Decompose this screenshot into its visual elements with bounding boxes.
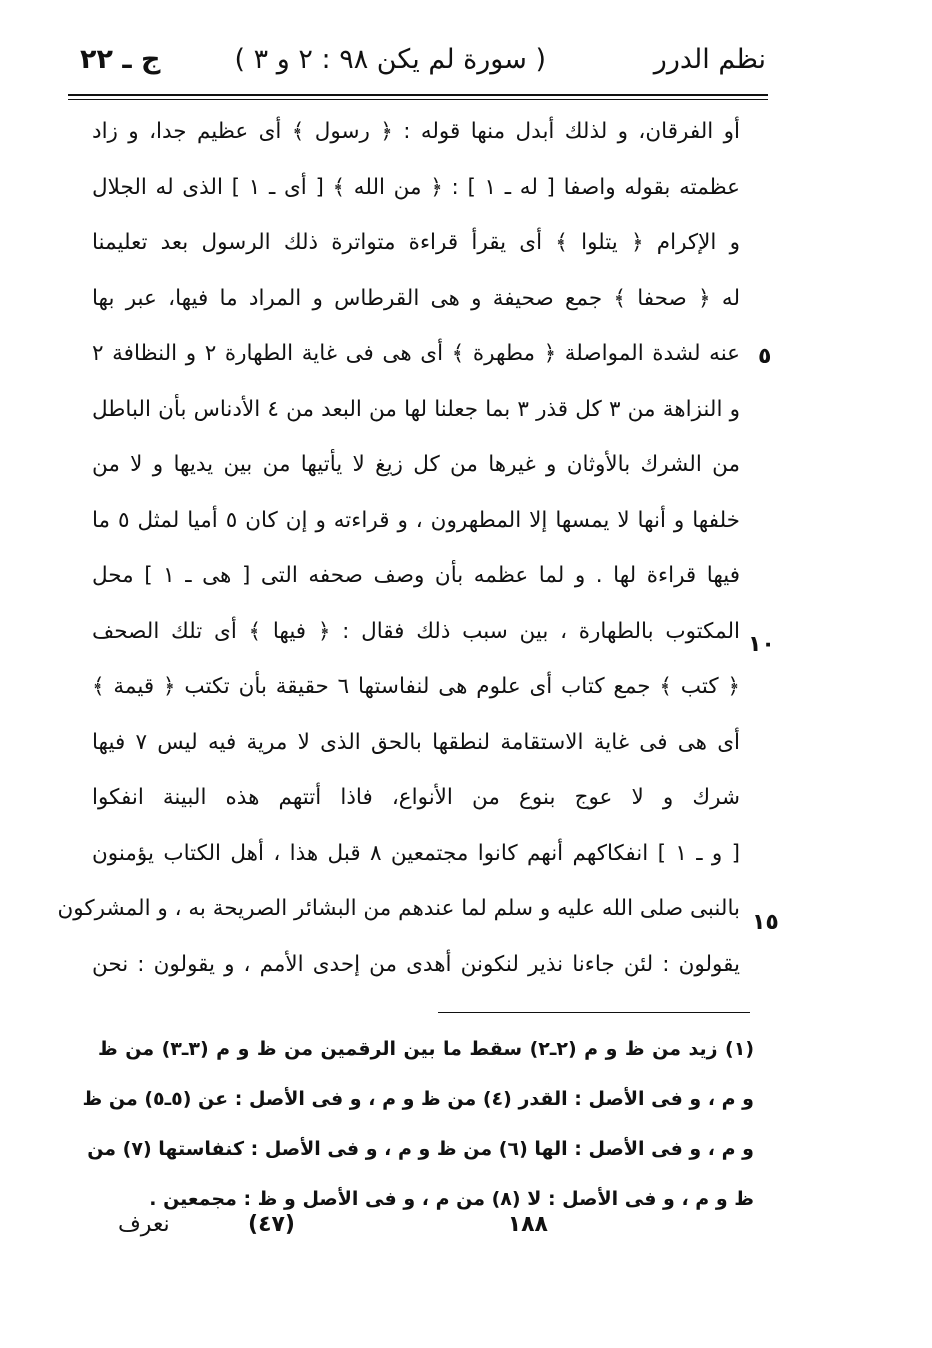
footnotes: [82, 1024, 755, 1224]
book-title: نظم الدرر: [653, 44, 766, 75]
header-rule: [68, 94, 768, 96]
running-header: [68, 38, 768, 82]
text-line-5: عنه لشدة المواصلة ﴿ مطهرة ﴾ أى هى فى غاية الطهارة ٢ و النظافة ٢: [92, 341, 741, 366]
text-line-8: خلفها و أنها لا يمسها إلا المطهرون ، و قراءته و إن كان ٥ أميا لمثل ٥ ما: [92, 507, 740, 533]
text-line-10: المكتوب بالطهارة ، بين سبب ذلك فقال : ﴿ فيها ﴾ أى تلك الصحف: [92, 618, 740, 644]
text-line-13: شرك و لا عوج بنوع من الأنواع، فاذا أتتهم هذه البينة انفكوا: [92, 785, 740, 810]
text-line-9: فيها قراءة لها . و لما عظمه بأن وصف صحفه التى [ هى ـ ١ ] محل: [92, 563, 740, 588]
text-line-11: ﴿ كتب ﴾ جمع كتاب أى علوم هى لنفاستها ٦ حقيقة بأن تكتب ﴿ قيمة ﴾: [92, 674, 740, 699]
text-line-14: [ و ـ ١ ] انفكاكهم أنهم كانوا مجتمعين ٨ قبل هذا ، أهل الكتاب يؤمنون: [92, 840, 741, 866]
main-text: [57, 104, 741, 992]
footnote-rule: [438, 1012, 750, 1013]
footnote-line-3: و م ، و فى الأصل : الها (٦) من ظ و م ، و فى الأصل : كنفاستها (٧) من: [87, 1138, 754, 1160]
signature-mark: (٤٧): [248, 1212, 295, 1237]
line-number-10: ١٠: [748, 632, 775, 657]
page-footer: [110, 1208, 630, 1244]
text-line-12: أى هى فى غاية الاستقامة لنطقها بالحق الذى لا مرية فيه ليس ٧ فيها: [92, 729, 741, 755]
text-line-15: بالنبى صلى الله عليه و سلم لما عندهم من البشائر الصريحة به ، و المشركون: [57, 896, 740, 921]
footnote-line-1: (١) زيد من ظ و م (٢ـ٢) سقط ما بين الرقمين من ظ و م (٣ـ٣) من ظ: [98, 1038, 755, 1060]
text-line-1: أو الفرقان، و لذلك أبدل منها قوله : ﴿ رسول ﴾ أى عظيم جدا، و زاد: [92, 119, 740, 144]
page-number: ١٨٨: [507, 1212, 548, 1237]
surah-reference: ( سورة لم يكن ٩٨ : ٢ و ٣ ): [234, 44, 546, 75]
text-line-4: له ﴿ صحفا ﴾ جمع صحيفة و هى القرطاس و المراد ما فيها، عبر بها: [92, 285, 740, 311]
line-number-5: ٥: [758, 344, 772, 369]
text-line-3: و الإكرام ﴿ يتلوا ﴾ أى يقرأ قراءة متواترة ذلك الرسول بعد تعليمنا: [92, 230, 740, 255]
text-line-7: من الشرك بالأوثان و غيرها من كل زيغ لا يأتيها من بين يديها و لا من: [92, 452, 740, 477]
footnote-line-2: و م ، و فى الأصل : القدر (٤) من ظ و م ، و فى الأصل : عن (٥ـ٥) من ظ: [82, 1088, 754, 1110]
text-line-6: و النزاهة من ٣ كل قذر ٣ بما جعلنا لها من البعد من ٤ الأدناس بأن الباطل: [92, 396, 740, 422]
text-line-2: عظمته بقوله واصفا [ له ـ ١ ] : ﴿ من الله ﴾ [ أى ـ ١ ] الذى له الجلال: [92, 174, 741, 200]
line-number-15: ١٥: [752, 910, 779, 935]
volume-number: ج ـ ٢٢: [80, 44, 161, 75]
catchword: نعرف: [118, 1212, 170, 1237]
text-line-16: يقولون : لئن جاءنا نذير لنكونن أهدى من إحدى الأمم ، و يقولون : نحن: [92, 951, 740, 977]
header-rule-thin: [68, 99, 768, 100]
footnote-line-4: ظ و م ، و فى الأصل : لا (٨) من م ، و فى الأصل و ظ : مجمعين .: [149, 1188, 754, 1210]
